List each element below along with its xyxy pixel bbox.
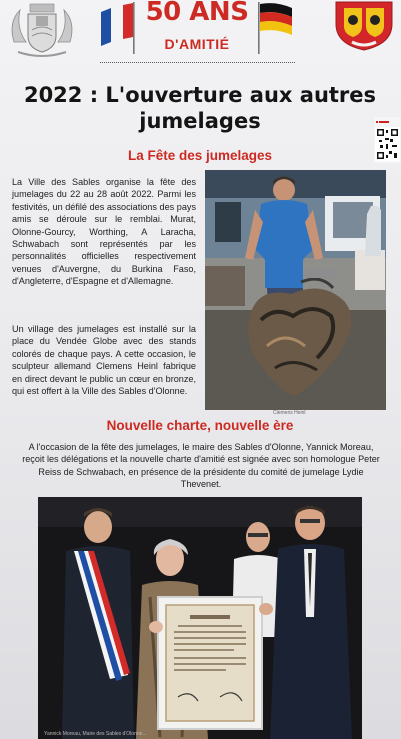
section-heading-festival: La Fête des jumelages <box>127 148 273 163</box>
qr-code-icon[interactable] <box>374 117 401 163</box>
anniversary-heading: 50 ANS <box>145 0 249 27</box>
festival-paragraph-2: Un village des jumelages est installé sur la place du Vendée Globe avec des stands colorés de chaque pays. A cette occasion, le sculpteur allemand Clemens Heinl fabrique en direct devant le public un cœur en bronze, qui est offert à la Ville des Sables d'Olonne. <box>12 324 196 397</box>
festival-paragraph-1: La Ville des Sables organise la fête des jumelages du 22 au 28 août 2022. Parmi les festivités, un défilé des associations des pays amis se déroule sur le remblai. Murat, Olonne-Gourcy, Worthing, A Laracha, Schwabach sont représentés par les personnalités officielles respectivement venues d'Auvergne, du Burkina Faso, d'Angleterre, d'Espagne et d'Allemagne. <box>12 177 196 287</box>
page-title: 2022 : L'ouverture aux autres jumelages <box>23 83 377 133</box>
sculptor-photo <box>205 170 386 410</box>
charter-paragraph: A l'occasion de la fête des jumelages, le maire des Sables d'Olonne, Yannick Moreau, reçoit les délégations et la nouvelle charte d'amitié est signée avec son homologue Peter Reiss de Schwabach, en présence de la présidente du comité de jumelage Lydie Thevenet. <box>22 442 380 490</box>
section-heading-charter: Nouvelle charte, nouvelle ère <box>106 418 294 433</box>
charter-signing-photo <box>38 497 362 739</box>
french-flag-icon <box>99 2 135 40</box>
charter-photo-caption: Yannick Moreau, Maire des Sables d'Olonne... <box>44 731 147 737</box>
german-flag-icon <box>258 2 294 36</box>
header-divider <box>100 62 295 64</box>
sculptor-photo-caption: Clemens Heinl <box>273 410 306 416</box>
anniversary-subtitle: D'AMITIÉ <box>164 36 230 52</box>
schwabach-crest-icon <box>334 0 394 52</box>
city-crest-icon <box>6 2 78 60</box>
